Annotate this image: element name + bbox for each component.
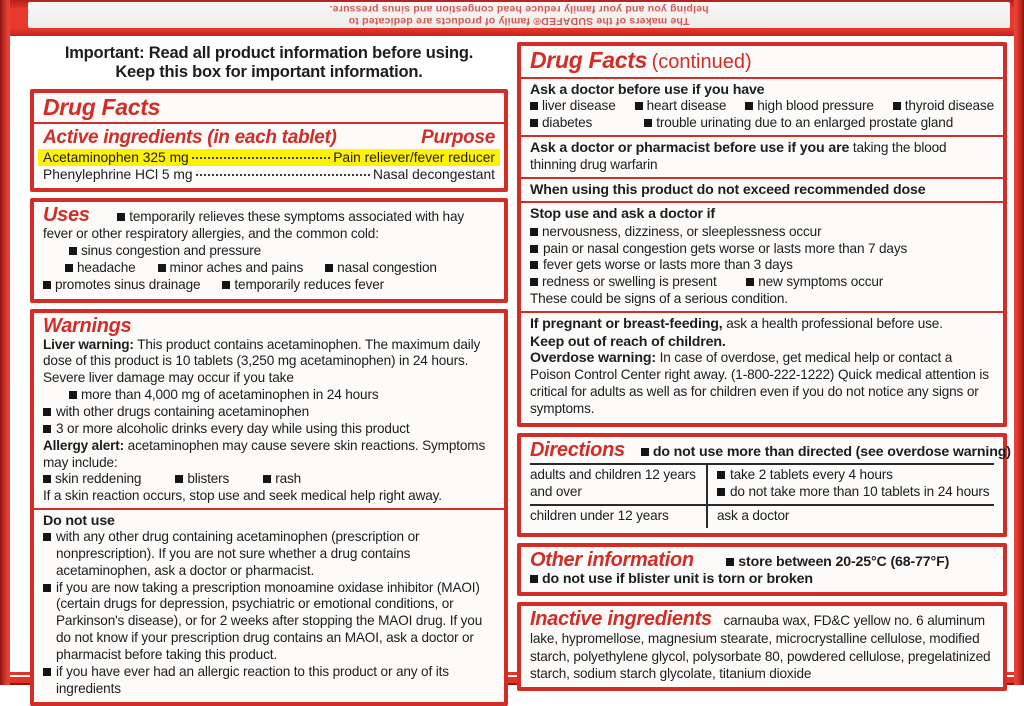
ask-doctor-row1 xyxy=(530,98,994,115)
bullet-square-icon xyxy=(43,584,51,592)
left-column xyxy=(30,42,508,706)
liver-warning xyxy=(43,337,495,404)
bullet-square-icon xyxy=(644,119,652,127)
bullet-square-icon xyxy=(530,102,538,110)
dose-instruction: do not take more than 10 tablets in 24 hours xyxy=(717,484,994,501)
ask-doctor-row2 xyxy=(530,115,994,132)
bullet-square-icon xyxy=(325,264,333,272)
allergy-bullet-row xyxy=(43,471,495,488)
condition-item: liver disease xyxy=(530,98,616,115)
bullet-square-icon xyxy=(746,278,754,286)
do-not-use-title: Do not use xyxy=(43,513,115,530)
box-left-edge xyxy=(0,0,10,685)
storage-note: store between 20-25°C (68-77°F) xyxy=(726,554,949,570)
warnings-title: Warnings xyxy=(43,314,132,337)
bullet-square-icon xyxy=(65,264,73,272)
serious-condition-note: These could be signs of a serious condition. xyxy=(530,291,788,307)
bullet-square-icon xyxy=(69,247,77,255)
ingredient-purpose: Nasal decongestant xyxy=(373,167,495,183)
pregnant-label: If pregnant or breast-feeding, xyxy=(530,315,723,332)
directions-table xyxy=(530,463,994,528)
liver-warning-label: Liver warning: xyxy=(43,336,134,352)
uses-bullet-item: sinus congestion and pressure xyxy=(69,243,261,258)
age-group: children under 12 years xyxy=(530,506,708,528)
uses-bullet-item: temporarily reduces fever xyxy=(222,277,384,294)
uses-bullet-line2 xyxy=(43,260,495,277)
divider xyxy=(521,201,1003,203)
directions-row-adults xyxy=(530,465,994,504)
allergy-bullet-item: blisters xyxy=(175,471,229,488)
ask-pharmacist-line xyxy=(530,140,994,174)
skin-reaction-note: If a skin reaction occurs, stop use and seek medical help right away. xyxy=(43,488,442,504)
drug-facts-title: Drug Facts xyxy=(43,93,161,120)
inactive-list: carnauba wax, FD&C yellow no. 6 aluminum lake, hypromellose, magnesium stearate, microcrystalline cellulose, modified starch, polyethylene glycol, polysorbate 80, powdered cellulose, pregelatinized starch, sodium starch glycolate, titanium dioxide xyxy=(530,613,991,681)
divider xyxy=(521,77,1003,79)
ingredient-purpose: Pain reliever/fever reducer xyxy=(333,150,495,166)
do-not-use-bullet: with any other drug containing acetaminophen (prescription or nonprescription). If you are not sure whether a drug contains acetaminophen, ask a doctor or pharmacist. xyxy=(43,529,495,580)
allergy-alert-label: Allergy alert: xyxy=(43,437,125,453)
flap-message xyxy=(28,2,1010,28)
bullet-square-icon xyxy=(717,471,725,479)
stop-use-item: new symptoms occur xyxy=(746,274,883,289)
inactive-title: Inactive ingredients xyxy=(530,608,712,631)
ingredient-name: Phenylephrine HCl 5 mg xyxy=(43,167,193,183)
important-notice xyxy=(30,42,508,83)
do-not-use-bullet: if you have ever had an allergic reaction to this product or any of its ingredients xyxy=(43,664,495,698)
stop-use-inline-bullet: nervousness, dizziness, or sleeplessness occur xyxy=(530,224,821,239)
bullet-square-icon xyxy=(726,558,734,566)
continued-subtitle: (continued) xyxy=(651,51,752,73)
allergy-alert-text: acetaminophen may cause severe skin reactions. Symptoms may include: xyxy=(43,437,486,470)
box-right-edge xyxy=(1014,0,1024,685)
bullet-square-icon xyxy=(530,278,538,286)
uses-bullet-item: minor aches and pains xyxy=(158,260,304,277)
box-top-flap xyxy=(0,0,1024,36)
dose-instruction: ask a doctor xyxy=(717,508,790,524)
bullet-square-icon xyxy=(635,102,643,110)
important-line1: Important: Read all product information before using. xyxy=(64,44,474,62)
directions-panel xyxy=(517,433,1011,537)
bullet-square-icon xyxy=(745,102,753,110)
ingredient-row-phenylephrine xyxy=(38,166,500,183)
overdose-warning xyxy=(530,350,994,418)
inactive-ingredients xyxy=(530,608,994,681)
inactive-ingredients-panel xyxy=(517,602,1007,690)
pregnant-line xyxy=(530,316,994,334)
uses-title: Uses xyxy=(43,204,90,227)
bullet-square-icon xyxy=(717,488,725,496)
ask-doctor-title: Ask a doctor before use if you have xyxy=(530,82,765,98)
bullet-square-icon xyxy=(43,668,51,676)
stop-use-line xyxy=(530,206,994,240)
directions-note: do not use more than directed (see overdose warning) xyxy=(641,444,1011,462)
bullet-square-icon xyxy=(530,245,538,253)
divider xyxy=(521,177,1003,179)
directions-row-children xyxy=(530,504,994,528)
overdose-text: In case of overdose, get medical help or contact a Poison Control Center right away. (1-800-222-1222) Quick medical attention is critical for adults as well as for children even if you do not notice any signs or symptoms. xyxy=(530,349,989,416)
liver-bullet-row: 3 or more alcoholic drinks every day while using this product xyxy=(43,421,495,438)
right-column xyxy=(517,42,1011,691)
divider xyxy=(34,508,504,510)
ask-pharmacist-label: Ask a doctor or pharmacist before use if you are xyxy=(530,139,850,156)
other-information-panel xyxy=(517,543,1007,597)
ingredient-row-acetaminophen xyxy=(38,149,500,166)
warnings-panel xyxy=(30,309,508,706)
dotted-leader xyxy=(192,157,330,159)
divider xyxy=(34,122,504,124)
bullet-square-icon xyxy=(69,391,77,399)
bullet-square-icon xyxy=(530,575,538,583)
condition-item: high blood pressure xyxy=(745,98,874,115)
bullet-square-icon xyxy=(43,281,51,289)
other-info-line1 xyxy=(530,549,994,572)
active-ingredients-header: Active ingredients (in each tablet) xyxy=(43,127,337,149)
bullet-square-icon xyxy=(530,228,538,236)
bullet-square-icon xyxy=(530,119,538,127)
bullet-square-icon xyxy=(43,425,51,433)
uses-panel xyxy=(30,198,508,302)
condition-item: trouble urinating due to an enlarged prostate gland xyxy=(644,115,953,132)
keep-out-line: Keep out of reach of children. xyxy=(530,333,726,350)
pregnant-text: ask a health professional before use. xyxy=(726,315,943,331)
directions-title: Directions xyxy=(530,438,625,461)
bullet-square-icon xyxy=(43,475,51,483)
stop-use-bullet-row xyxy=(530,274,994,291)
uses-bullet-item: headache xyxy=(65,260,136,277)
condition-item: diabetes xyxy=(530,115,592,132)
liver-bullet-item: more than 4,000 mg of acetaminophen in 24 hours xyxy=(69,387,379,402)
uses-bullet-item: promotes sinus drainage xyxy=(43,277,200,294)
flap-message-line2: helping you and your family reduce head congestion and sinus pressure. xyxy=(329,3,709,15)
uses-bullet-line3 xyxy=(43,277,495,294)
bullet-square-icon xyxy=(175,475,183,483)
do-not-use-bullet: if you are now taking a prescription monoamine oxidase inhibitor (MAOI) (certain drugs for depression, psychiatric or emotional conditions, or Parkinson's disease), or for 2 weeks after stopping the MAOI drug. If you do not know if your prescription drug contains an MAOI, ask a doctor or pharmacist before taking this product. xyxy=(43,580,495,664)
important-line2: Keep this box for important information. xyxy=(115,62,423,81)
allergy-alert xyxy=(43,438,495,472)
bullet-square-icon xyxy=(530,261,538,269)
ask-pharmacist-text: taking the blood thinning drug warfarin xyxy=(530,139,947,173)
bullet-square-icon xyxy=(43,408,51,416)
liver-bullet-row: with other drugs containing acetaminophen xyxy=(43,404,495,421)
condition-item: heart disease xyxy=(635,98,727,115)
dose-instruction: take 2 tablets every 4 hours xyxy=(717,467,994,484)
uses-intro: temporarily relieves these symptoms associated with hay fever or other respiratory allergies, and the common cold: xyxy=(43,209,465,242)
bullet-square-icon xyxy=(117,213,125,221)
bullet-square-icon xyxy=(222,281,230,289)
divider xyxy=(521,311,1003,313)
dotted-leader xyxy=(196,174,370,176)
drug-facts-continued-panel xyxy=(517,42,1007,427)
purpose-header: Purpose xyxy=(421,127,495,149)
condition-item: thyroid disease xyxy=(893,98,994,115)
liver-warning-text: This product contains acetaminophen. The maximum daily dose of this product is 10 tablets (3,250 mg acetaminophen) in 24 hours. Severe liver damage may occur if you take xyxy=(43,336,481,386)
bullet-square-icon xyxy=(263,475,271,483)
uses-bullet-item: nasal congestion xyxy=(325,260,437,277)
ingredient-name: Acetaminophen 325 mg xyxy=(43,150,189,166)
bullet-square-icon xyxy=(158,264,166,272)
stop-use-bullet: pain or nasal congestion gets worse or lasts more than 7 days xyxy=(530,241,994,258)
divider xyxy=(521,135,1003,137)
stop-use-item: redness or swelling is present xyxy=(530,274,717,289)
age-group: adults and children 12 years and over xyxy=(530,465,708,504)
continued-title: Drug Facts xyxy=(530,47,648,73)
drug-facts-panel xyxy=(30,89,508,192)
allergy-bullet-item: skin reddening xyxy=(43,471,141,488)
when-using-line: When using this product do not exceed recommended dose xyxy=(530,182,926,199)
uses-intro-line xyxy=(43,204,495,260)
bullet-square-icon xyxy=(43,533,51,541)
allergy-bullet-item: rash xyxy=(263,471,301,488)
stop-use-label: Stop use and ask a doctor if xyxy=(530,206,716,223)
stop-use-bullet: fever gets worse or lasts more than 3 days xyxy=(530,257,994,274)
bullet-square-icon xyxy=(641,448,649,456)
continued-title-line xyxy=(530,48,994,74)
bullet-square-icon xyxy=(893,102,901,110)
flap-message-line1: The makers of the SUDAFED® family of products are dedicated to xyxy=(348,15,690,27)
other-info-title: Other information xyxy=(530,548,694,571)
blister-note: do not use if blister unit is torn or broken xyxy=(530,571,994,587)
overdose-label: Overdose warning: xyxy=(530,349,656,366)
